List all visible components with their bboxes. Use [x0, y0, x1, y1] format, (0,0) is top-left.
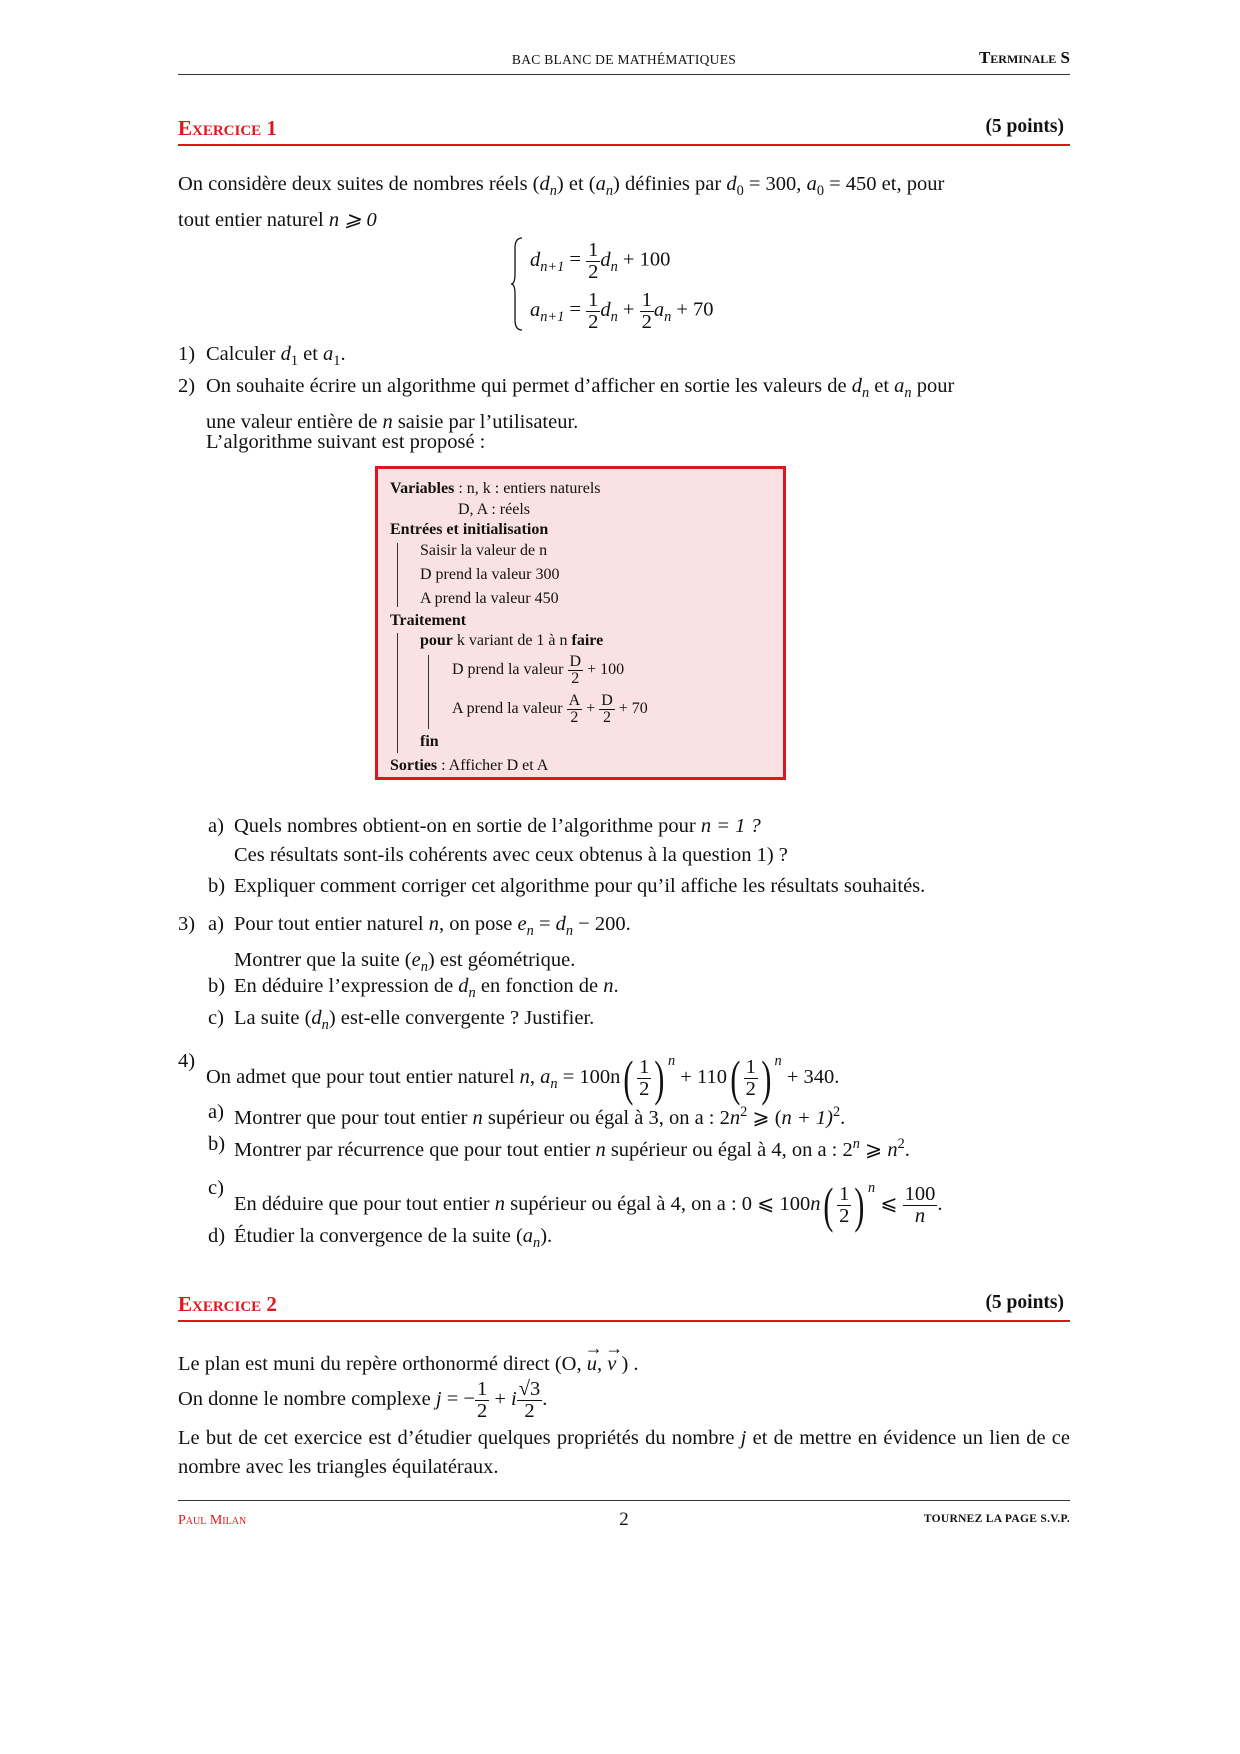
header-class: Terminale S	[978, 48, 1070, 67]
document-page: BAC BLANC DE MATHÉMATIQUES Terminale S Exercice 1 (5 points) On considère deux suites de nombres réels $(d_n)$ et $(a_n)$ définies par $d_0 = 300$, $a_0 = 450$ et, pour tout entier naturel n ⩾ 0 $d_{n+1}$ = $\frac{1}{2}$ $d_n + 100$ $a_{n+1}$ = $\frac{1}{2}$ $d_n$ + $\frac{1}{2}$ $a_n + 70$ 1) Calculer $d_1$ et $a_1$. 2) On souhaite écrire un algorithme qui permet d’afficher en sortie les valeurs de $d_n$ et $a_n$ pour une valeur entière de n saisie par l’utilisateur. L’algorithme suivant est proposé : Variables : n, k : entiers naturels D, A : réels Entrées et initialisation Saisir la valeur de n D prend la valeur 300 A prend la valeur 450 Traitement pour k variant de 1 à n faire D prend la valeur $\frac{D}{2}$ + 100 A prend la valeur $\frac{A}{2}$ + $\frac{D}{2}$ + 70 fin Sorties : Afficher D et A a) Quels nombres obtient-on en sortie de l’algorithme pour n = 1 ? Ces résultats sont-ils cohérents avec ceux obtenus à la question 1) ? b) Expliquer comment corriger cet algorithme pour qu’il affiche les résultats souhaités. 3) a) Pour tout entier naturel n, on pose $e_n = d_n - 200$. Montrer que la suite $(e_n)$ est géométrique. b) En déduire l’expression de $d_n$ en fonction de n. c) La suite $(d_n)$ est-elle convergente ? Justifier. 4) On admet que pour tout entier naturel n, $a_n = 100n$( $\frac{1}{2}$ ) $^n$ + 110( $\frac{1}{2}$ ) $^n$ + 340. a) Montrer que pour tout entier n supérieur ou égal à 3, on a : $2n^2$ ⩾ $(n + 1)^2$. b) Montrer par récurrence que pour tout entier n supérieur ou égal à 4, on a : 2$^n$ ⩾ $n^2$. c) En déduire que pour tout entier n supérieur ou égal à 4, on a : 0 ⩽ 100n( $\frac{1}{2}$ ) $^n$ ⩽ $\frac{100}{n}$ . d) Étudier la convergence de la suite $(a_n)$. Exercice 2 (5 points) Le plan est muni du repère orthonormé direct (O, → u, → v ) . On donne le nombre complexe j = − $\frac{1}{2}$ + i $\frac{√3}{2}$ . Le but de cet exercice est d’étudier quelques propriétés du nombre j et de mettre en évidence un lien de ce nombre avec les triangles équilatéraux. Paul Milan 2 TOURNEZ LA PAGE S.V.P.	[178, 0, 1070, 1754]
exercise-2-complex: On donne le nombre complexe j = − $\frac{1}{2}$ + i $\frac{√3}{2}$ .	[178, 1378, 548, 1422]
header-title: BAC BLANC DE MATHÉMATIQUES	[511, 52, 737, 67]
exercise-2-frame: Le plan est muni du repère orthonormé direct (O, → u, → v ) .	[178, 1344, 1070, 1379]
page-footer	[178, 1500, 1070, 1531]
left-brace-icon	[510, 236, 524, 332]
footer-author: Paul Milan	[178, 1513, 247, 1528]
footer-turn-page: TOURNEZ LA PAGE S.V.P.	[923, 1513, 1070, 1525]
exercise-1-title: Exercice 1	[178, 116, 277, 140]
exercise-2-title: Exercice 2	[178, 1292, 277, 1316]
exercise-2-goal: Le but de cet exercice est d’étudier quelques propriétés du nombre j et de mettre en évidence un lien de ce nombre avec les triangles équilatéraux.	[178, 1427, 1070, 1478]
algorithm-box: Variables : n, k : entiers naturels D, A : réels Entrées et initialisation Saisir la valeur de n D prend la valeur 300 A prend la valeur 450 Traitement pour k variant de 1 à n faire D prend la valeur $\frac{D}{2}$ + 100 A prend la valeur $\frac{A}{2}$ + $\frac{D}{2}$ + 70 fin Sorties : Afficher D et A	[375, 466, 786, 780]
equation-a: $a_{n+1}$ = $\frac{1}{2}$ $d_n$ + $\frac{1}{2}$ $a_n + 70$	[530, 289, 714, 333]
exercise-1-points: (5 points)	[985, 116, 1064, 137]
exercise-2-points: (5 points)	[985, 1292, 1064, 1313]
exercise-1-intro: On considère deux suites de nombres réels $(d_n)$ et $(a_n)$ définies par $d_0 = 300$, $a_0 = 450$ et, pour tout entier naturel n ⩾ 0	[178, 173, 945, 232]
equation-d: $d_{n+1}$ = $\frac{1}{2}$ $d_n + 100$	[530, 239, 671, 283]
recurrence-system	[510, 236, 830, 334]
page-header	[178, 48, 1070, 75]
page-number: 2	[619, 1509, 629, 1530]
exercise-1-heading	[178, 114, 1070, 146]
exercise-2-heading	[178, 1290, 1070, 1322]
